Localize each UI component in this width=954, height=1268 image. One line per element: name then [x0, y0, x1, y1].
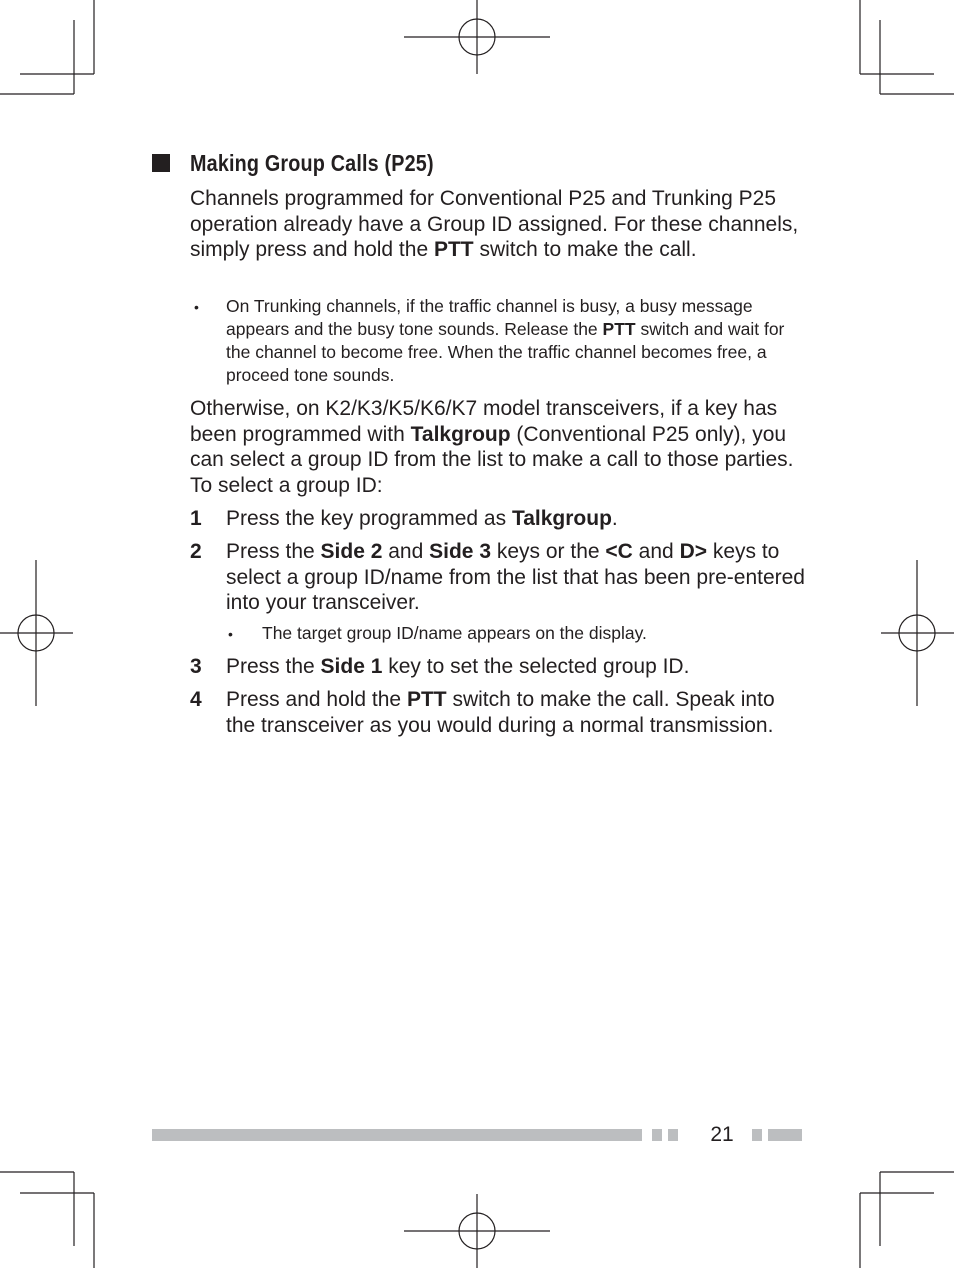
footer-bar-long [152, 1129, 642, 1141]
step-1 [190, 506, 805, 532]
registration-mark-top [404, 0, 550, 74]
crop-mark-top-left [0, 0, 94, 94]
footer-bar-square [668, 1129, 678, 1141]
square-bullet-icon [152, 154, 170, 172]
step-4 [190, 687, 805, 765]
trunking-note-text: On Trunking channels, if the traffic channel is busy, a busy message appears and the busy tone sounds. Release the PTT switch and wait for the channel to become free. When the traffic channel becomes free, a proceed tone sounds. [226, 296, 785, 385]
display-note-text: The target group ID/name appears on the display. [262, 623, 647, 643]
step-text: Press and hold the PTT switch to make the call. Speak into the transceiver as you would during a normal transmission. [226, 688, 775, 737]
step-3 [190, 654, 805, 680]
page-number: 21 [710, 1123, 734, 1146]
registration-mark-right [881, 560, 954, 706]
footer-bar-square [652, 1129, 662, 1141]
step-number: 2 [190, 540, 202, 563]
crop-mark-top-right [860, 0, 954, 94]
footer-bar-short [768, 1129, 802, 1141]
step-2 [190, 539, 805, 617]
section-heading [152, 148, 473, 178]
step-number: 4 [190, 688, 202, 711]
step-text: Press the Side 2 and Side 3 keys or the <C and D> keys to select a group ID/name from the list that has been pre-entered into your transceiver. [226, 540, 805, 614]
step-number: 3 [190, 655, 202, 678]
step-number: 1 [190, 507, 202, 530]
intro-paragraph: Channels programmed for Conventional P25 and Trunking P25 operation already have a Group ID assigned. For these channels, simply press and hold the PTT switch to make the call. [190, 187, 799, 261]
registration-mark-left [0, 560, 73, 706]
footer-bar-square [752, 1129, 762, 1141]
crop-mark-bottom-left [0, 1172, 94, 1268]
step-text: Press the key programmed as Talkgroup. [226, 507, 618, 530]
bullet-icon: • [228, 626, 233, 642]
section-title: Making Group Calls (P25) [190, 149, 434, 176]
registration-mark-bottom [404, 1194, 550, 1268]
crop-mark-bottom-right [860, 1172, 954, 1268]
bullet-icon: • [194, 299, 199, 315]
otherwise-paragraph: Otherwise, on K2/K3/K5/K6/K7 model transceivers, if a key has been programmed with Talkgroup (Conventional P25 only), you can select a group ID from the list to make a call to those parties. To select a group ID: [190, 397, 794, 497]
step-text: Press the Side 1 key to set the selected group ID. [226, 655, 690, 678]
